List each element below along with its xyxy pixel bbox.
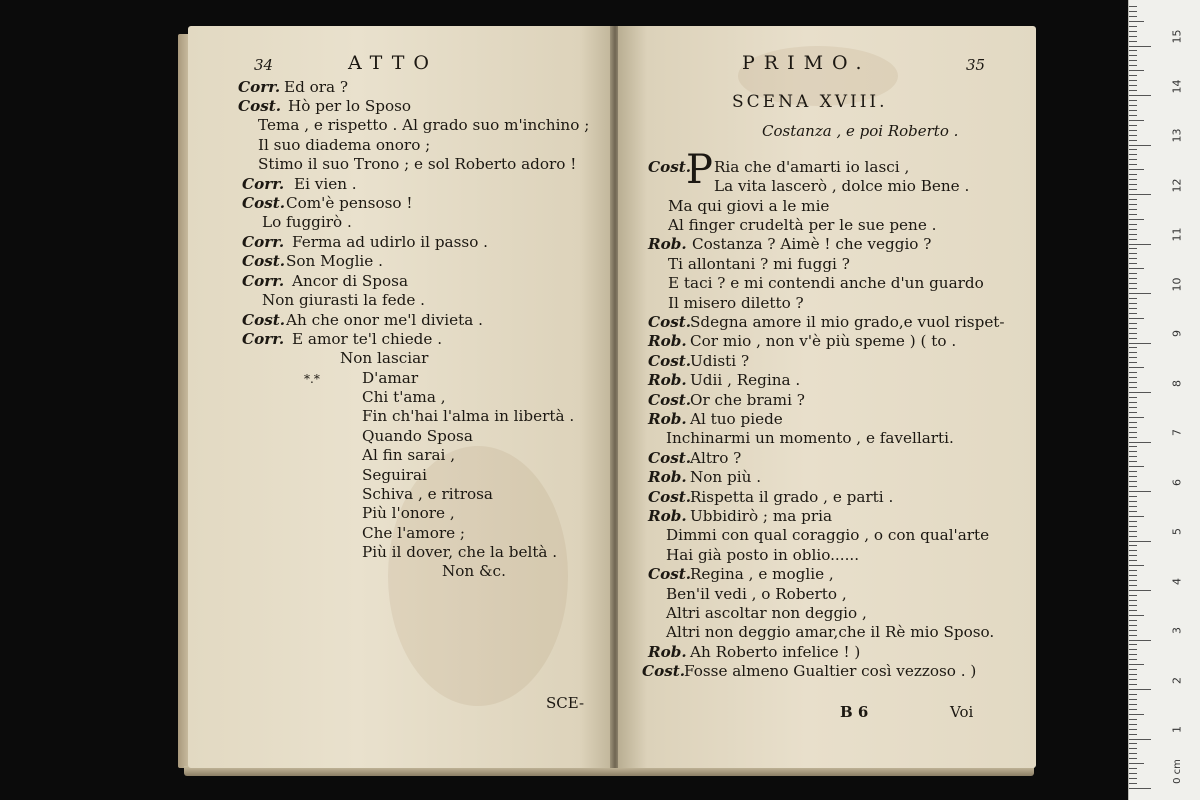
dialogue-line: Ubbidirò ; ma pria: [690, 507, 833, 525]
dialogue-line: Sdegna amore il mio grado,e vuol rispet-: [690, 313, 1005, 331]
ruler-tick: [1129, 75, 1137, 76]
dialogue-line: Altri ascoltar non deggio ,: [666, 604, 867, 622]
ruler-tick: [1129, 531, 1137, 532]
dialogue-line: Stimo il suo Trono ; e sol Roberto adoro !: [258, 155, 577, 173]
speaker-label: Cost.: [242, 311, 286, 329]
ruler-tick: [1129, 273, 1137, 274]
ruler-tick: [1129, 179, 1137, 180]
dialogue-line: Dimmi con qual coraggio , o con qual'arte: [666, 526, 990, 544]
aria-line: Più il dover, che la beltà .: [362, 543, 558, 561]
dialogue-line: Non giurasti la fede .: [262, 291, 426, 309]
ruler-tick: [1129, 347, 1137, 348]
ruler-tick: [1129, 293, 1151, 294]
ruler-mark: 4: [1170, 578, 1184, 585]
ruler-tick: [1129, 541, 1151, 542]
speaker-label: Cost.: [648, 158, 692, 176]
dialogue-line: Il misero diletto ?: [668, 294, 804, 312]
ruler-tick: [1129, 357, 1137, 358]
dialogue-line: Fosse almeno Gualtier così vezzoso . ): [684, 662, 977, 680]
ruler-tick: [1129, 288, 1137, 289]
ruler-unit: 0 cm: [1171, 759, 1183, 784]
dialogue-line: Rispetta il grado , e parti .: [690, 488, 894, 506]
speaker-label: Rob.: [648, 235, 687, 253]
ruler-tick: [1129, 635, 1137, 636]
ruler-tick: [1129, 699, 1137, 700]
ruler-tick: [1129, 783, 1137, 784]
aria-line: Più l'onore ,: [362, 504, 455, 522]
ruler-tick: [1129, 343, 1151, 344]
drop-cap: P: [686, 147, 713, 193]
ruler-mark: 13: [1170, 128, 1184, 143]
ruler-tick: [1129, 654, 1137, 655]
ruler-tick: [1129, 481, 1137, 482]
ruler-tick: [1129, 234, 1137, 235]
ruler-tick: [1129, 461, 1137, 462]
ruler-tick: [1129, 164, 1137, 165]
ruler-tick: [1129, 714, 1144, 715]
left-running-head: ATTO: [348, 52, 438, 74]
ruler-tick: [1129, 704, 1137, 705]
ruler-tick: [1129, 506, 1137, 507]
ruler-tick: [1129, 580, 1137, 581]
ruler-tick: [1129, 338, 1137, 339]
ruler-mark: 1: [1170, 726, 1184, 733]
speaker-label: Cost.: [242, 252, 286, 270]
ruler-tick: [1129, 224, 1137, 225]
ruler-mark: 6: [1170, 479, 1184, 486]
ruler-tick: [1129, 382, 1137, 383]
dialogue-line: Ma qui giovi a le mie: [668, 197, 830, 215]
ruler-tick: [1129, 352, 1137, 353]
dialogue-line: Ei vien .: [294, 175, 357, 193]
ruler-tick: [1129, 689, 1151, 690]
ruler-tick: [1129, 41, 1137, 42]
aria-line: Schiva , e ritrosa: [362, 485, 493, 503]
ruler-tick: [1129, 516, 1144, 517]
ruler-tick: [1129, 451, 1137, 452]
ruler-tick: [1129, 600, 1137, 601]
ruler-tick: [1129, 328, 1137, 329]
ruler-tick: [1129, 427, 1137, 428]
ruler-tick: [1129, 65, 1137, 66]
ruler-tick: [1129, 46, 1151, 47]
ruler-mark: 2: [1170, 677, 1184, 684]
speaker-label: Cost.: [648, 313, 692, 331]
ruler-tick: [1129, 590, 1151, 591]
ruler-tick: [1129, 437, 1137, 438]
signature-mark: B 6: [840, 703, 869, 721]
ruler-tick: [1129, 743, 1137, 744]
ruler-tick: [1129, 526, 1137, 527]
ruler-tick: [1129, 283, 1137, 284]
ruler-tick: [1129, 159, 1137, 160]
ruler-mark: 5: [1170, 528, 1184, 535]
dialogue-line: Ah Roberto infelice ! ): [690, 643, 861, 661]
ruler-tick: [1129, 501, 1137, 502]
ruler-tick: [1129, 214, 1137, 215]
ruler-tick: [1129, 149, 1137, 150]
ruler-tick: [1129, 268, 1144, 269]
ruler-tick: [1129, 788, 1151, 789]
speaker-label: Rob.: [648, 643, 687, 661]
speaker-label: Cost.: [648, 488, 692, 506]
dialogue-line: Costanza ? Aimè ! che veggio ?: [692, 235, 932, 253]
ruler-tick: [1129, 734, 1137, 735]
ruler-tick: [1129, 60, 1137, 61]
dialogue-line: Ti allontani ? mi fuggi ?: [668, 255, 850, 273]
dialogue-line: Hai già posto in oblio......: [666, 546, 860, 564]
ruler-mark: 3: [1170, 627, 1184, 634]
scene-title: SCENA XVIII.: [732, 92, 888, 112]
ruler-tick: [1129, 229, 1137, 230]
right-page: [618, 26, 1036, 768]
ruler-tick: [1129, 372, 1137, 373]
dialogue-line: Ferma ad udirlo il passo .: [292, 233, 488, 251]
dialogue-line: Udii , Regina .: [690, 371, 801, 389]
right-page-number: 35: [966, 56, 986, 74]
aria-line: Chi t'ama ,: [362, 388, 446, 406]
ruler-tick: [1129, 392, 1151, 393]
ruler-tick: [1129, 298, 1137, 299]
catchword: Voi: [950, 703, 974, 721]
printer-ornament: *.*: [304, 372, 320, 386]
ruler-tick: [1129, 26, 1137, 27]
speaker-label: Rob.: [648, 468, 687, 486]
ruler-tick: [1129, 595, 1137, 596]
ruler-tick: [1129, 550, 1137, 551]
ruler-tick: [1129, 432, 1137, 433]
ruler-tick: [1129, 407, 1137, 408]
speaker-label: Rob.: [648, 410, 687, 428]
ruler-tick: [1129, 169, 1144, 170]
ruler-tick: [1129, 729, 1137, 730]
dialogue-line: Or che brami ?: [690, 391, 805, 409]
ruler-tick: [1129, 323, 1137, 324]
ruler-tick: [1129, 412, 1137, 413]
ruler-tick: [1129, 140, 1137, 141]
ruler-tick: [1129, 105, 1137, 106]
aria-line: Non lasciar: [340, 349, 429, 367]
measuring-ruler: [1128, 0, 1200, 800]
ruler-tick: [1129, 248, 1137, 249]
dialogue-line: Son Moglie .: [286, 252, 383, 270]
ruler-tick: [1129, 189, 1137, 190]
ruler-tick: [1129, 521, 1137, 522]
ruler-mark: 7: [1170, 429, 1184, 436]
ruler-tick: [1129, 367, 1144, 368]
right-running-head: PRIMO.: [742, 52, 871, 74]
aria-line: Quando Sposa: [362, 427, 473, 445]
ruler-tick: [1129, 110, 1137, 111]
ruler-tick: [1129, 684, 1137, 685]
dialogue-line: Ed ora ?: [284, 78, 349, 96]
aria-line: Al fin sarai ,: [362, 446, 456, 464]
ruler-tick: [1129, 125, 1137, 126]
ruler-tick: [1129, 120, 1144, 121]
ruler-tick: [1129, 95, 1151, 96]
dialogue-line: La vita lascerò , dolce mio Bene .: [714, 177, 970, 195]
ruler-tick: [1129, 16, 1137, 17]
ruler-tick: [1129, 313, 1137, 314]
ruler-tick: [1129, 333, 1137, 334]
ruler-tick: [1129, 719, 1137, 720]
ruler-tick: [1129, 80, 1137, 81]
ruler-tick: [1129, 763, 1144, 764]
ruler-tick: [1129, 565, 1144, 566]
ruler-tick: [1129, 184, 1137, 185]
ruler-tick: [1129, 649, 1137, 650]
ruler-tick: [1129, 145, 1151, 146]
aria-line: D'amar: [362, 369, 419, 387]
ruler-mark: 9: [1170, 330, 1184, 337]
ruler-tick: [1129, 417, 1144, 418]
ruler-tick: [1129, 446, 1137, 447]
ruler-tick: [1129, 36, 1137, 37]
aria-line: Fin ch'hai l'alma in libertà .: [362, 407, 575, 425]
ruler-tick: [1129, 362, 1137, 363]
ruler-tick: [1129, 545, 1137, 546]
ruler-mark: 14: [1170, 79, 1184, 94]
ruler-tick: [1129, 466, 1144, 467]
dialogue-line: Lo fuggirò .: [262, 213, 352, 231]
ruler-mark: 11: [1170, 227, 1184, 242]
ruler-tick: [1129, 209, 1137, 210]
speaker-label: Cost.: [648, 391, 692, 409]
open-book: [178, 26, 1040, 776]
ruler-tick: [1129, 174, 1137, 175]
ruler-tick: [1129, 204, 1137, 205]
ruler-tick: [1129, 679, 1137, 680]
dialogue-line: Altri non deggio amar,che il Rè mio Sposo.: [666, 623, 995, 641]
ruler-tick: [1129, 244, 1151, 245]
ruler-tick: [1129, 402, 1137, 403]
ruler-tick: [1129, 154, 1137, 155]
ruler-tick: [1129, 486, 1137, 487]
speaker-label: Corr.: [242, 330, 285, 348]
ruler-tick: [1129, 610, 1137, 611]
scene-characters: Costanza , e poi Roberto .: [762, 122, 959, 140]
ruler-tick: [1129, 258, 1137, 259]
dialogue-line: Al tuo piede: [690, 410, 783, 428]
dialogue-line: Il suo diadema onoro ;: [258, 136, 431, 154]
ruler-tick: [1129, 615, 1144, 616]
speaker-label: Rob.: [648, 507, 687, 525]
ruler-tick: [1129, 575, 1137, 576]
speaker-label: Cost.: [648, 449, 692, 467]
ruler-tick: [1129, 778, 1137, 779]
ruler-tick: [1129, 199, 1137, 200]
ruler-tick: [1129, 308, 1137, 309]
ruler-tick: [1129, 55, 1137, 56]
ruler-mark: 8: [1170, 380, 1184, 387]
ruler-tick: [1129, 555, 1137, 556]
ruler-tick: [1129, 135, 1137, 136]
ruler-tick: [1129, 605, 1137, 606]
dialogue-line: Cor mio , non v'è più speme ) ( to .: [690, 332, 957, 350]
ruler-tick: [1129, 303, 1137, 304]
ruler-tick: [1129, 219, 1144, 220]
dialogue-line: Ancor di Sposa: [292, 272, 409, 290]
dialogue-line: Tema , e rispetto . Al grado suo m'inchino ;: [258, 116, 590, 134]
catchword: SCE-: [546, 694, 585, 712]
ruler-tick: [1129, 31, 1137, 32]
ruler-tick: [1129, 70, 1144, 71]
ruler-tick: [1129, 709, 1137, 710]
ruler-tick: [1129, 739, 1151, 740]
aria-line: Non &c.: [442, 562, 506, 580]
speaker-label: Cost.: [642, 662, 686, 680]
ruler-tick: [1129, 11, 1137, 12]
dialogue-line: Non più .: [690, 468, 762, 486]
dialogue-line: Inchinarmi un momento , e favellarti.: [666, 429, 954, 447]
ruler-tick: [1129, 724, 1137, 725]
ruler-tick: [1129, 748, 1137, 749]
ruler-tick: [1129, 115, 1137, 116]
aria-line: Che l'amore ;: [362, 524, 466, 542]
ruler-tick: [1129, 773, 1137, 774]
dialogue-line: Hò per lo Sposo: [288, 97, 412, 115]
ruler-tick: [1129, 100, 1137, 101]
ruler-tick: [1129, 194, 1151, 195]
ruler-mark: 12: [1170, 178, 1184, 193]
ruler-tick: [1129, 674, 1137, 675]
ruler-tick: [1129, 387, 1137, 388]
ruler-mark: 15: [1170, 29, 1184, 44]
ruler-tick: [1129, 640, 1151, 641]
aria-line: Seguirai: [362, 466, 427, 484]
ruler-tick: [1129, 753, 1137, 754]
ruler-tick: [1129, 456, 1137, 457]
dialogue-line: Ria che d'amarti io lasci ,: [714, 158, 910, 176]
ruler-tick: [1129, 85, 1137, 86]
dialogue-line: E amor te'l chiede .: [292, 330, 443, 348]
ruler-tick: [1129, 278, 1137, 279]
ruler-mark: 10: [1170, 277, 1184, 292]
dialogue-line: Regina , e moglie ,: [690, 565, 834, 583]
speaker-label: Corr.: [242, 175, 285, 193]
ruler-tick: [1129, 318, 1144, 319]
speaker-label: Cost.: [648, 565, 692, 583]
ruler-tick: [1129, 496, 1137, 497]
ruler-tick: [1129, 90, 1137, 91]
ruler-tick: [1129, 669, 1137, 670]
speaker-label: Cost.: [242, 194, 286, 212]
ruler-tick: [1129, 758, 1137, 759]
ruler-tick: [1129, 694, 1137, 695]
left-page: [188, 26, 614, 768]
ruler-tick: [1129, 130, 1137, 131]
dialogue-line: Altro ?: [690, 449, 742, 467]
dialogue-line: Ben'il vedi , o Roberto ,: [666, 585, 847, 603]
ruler-tick: [1129, 585, 1137, 586]
dialogue-line: Al finger crudeltà per le sue pene .: [668, 216, 937, 234]
ruler-tick: [1129, 397, 1137, 398]
ruler-tick: [1129, 511, 1137, 512]
ruler-tick: [1129, 536, 1137, 537]
speaker-label: Rob.: [648, 371, 687, 389]
ruler-tick: [1129, 768, 1137, 769]
ruler-tick: [1129, 442, 1151, 443]
speaker-label: Rob.: [648, 332, 687, 350]
speaker-label: Cost.: [648, 352, 692, 370]
ruler-tick: [1129, 570, 1137, 571]
speaker-label: Corr.: [238, 78, 281, 96]
ruler-tick: [1129, 625, 1137, 626]
dialogue-line: Com'è pensoso !: [286, 194, 413, 212]
ruler-tick: [1129, 630, 1137, 631]
ruler-tick: [1129, 476, 1137, 477]
speaker-label: Corr.: [242, 233, 285, 251]
ruler-tick: [1129, 644, 1137, 645]
dialogue-line: Ah che onor me'l divieta .: [286, 311, 483, 329]
ruler-tick: [1129, 6, 1137, 7]
ruler-tick: [1129, 422, 1137, 423]
ruler-tick: [1129, 263, 1137, 264]
ruler-tick: [1129, 664, 1144, 665]
ruler-tick: [1129, 471, 1137, 472]
dialogue-line: Udisti ?: [690, 352, 750, 370]
ruler-tick: [1129, 239, 1137, 240]
left-page-number: 34: [254, 56, 274, 74]
ruler-tick: [1129, 21, 1144, 22]
dialogue-line: E taci ? e mi contendi anche d'un guardo: [668, 274, 984, 292]
ruler-tick: [1129, 560, 1137, 561]
ruler-tick: [1129, 659, 1137, 660]
ruler-tick: [1129, 253, 1137, 254]
speaker-label: Cost.: [238, 97, 282, 115]
ruler-tick: [1129, 491, 1151, 492]
ruler-tick: [1129, 377, 1137, 378]
speaker-label: Corr.: [242, 272, 285, 290]
ruler-tick: [1129, 620, 1137, 621]
ruler-tick: [1129, 50, 1137, 51]
